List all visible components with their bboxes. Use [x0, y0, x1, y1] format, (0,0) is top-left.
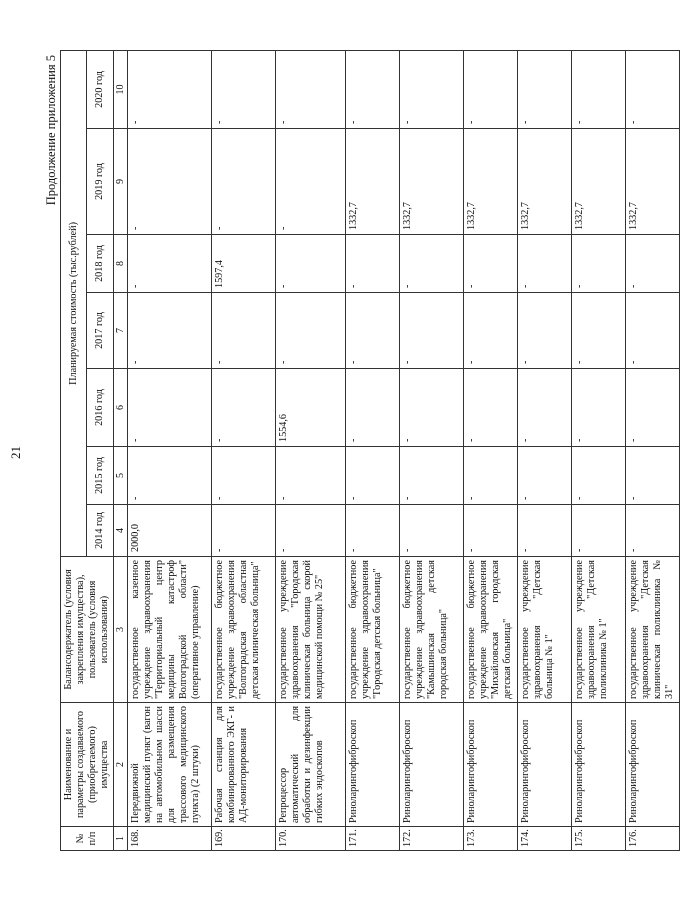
item-name: Риноларингофиброскоп [572, 703, 626, 827]
continuation-note: Продолжение приложения 5 [44, 55, 58, 206]
cost-2015: - [400, 447, 464, 505]
cost-2020: - [626, 50, 680, 128]
cost-2019: 1332,7 [464, 129, 518, 235]
row-number: 169. [212, 827, 276, 851]
cost-2019: 1332,7 [518, 129, 572, 235]
cost-2017: - [626, 293, 680, 369]
cost-2018: - [276, 235, 346, 293]
cost-2016: - [400, 369, 464, 447]
cost-2015: - [276, 447, 346, 505]
balance-holder: государственное казенное учреждение здравоохранения "Территориальный центр медицины катастроф Волгоградской области" (оперативное управление) [128, 557, 212, 703]
table-body [128, 50, 680, 850]
header-name: Наименование и параметры создаваемого (приобретаемого) имущества [61, 703, 114, 827]
table-row [212, 50, 276, 850]
cost-2017: - [572, 293, 626, 369]
page-number: 21 [8, 446, 23, 459]
cost-2018: - [518, 235, 572, 293]
column-index: 6 [113, 369, 128, 447]
cost-2019: 1332,7 [346, 129, 400, 235]
cost-2014: - [518, 505, 572, 557]
table-row [518, 50, 572, 850]
cost-2017: - [464, 293, 518, 369]
cost-2016: - [626, 369, 680, 447]
row-number: 170. [276, 827, 346, 851]
cost-2020: - [572, 50, 626, 128]
cost-2014: - [626, 505, 680, 557]
cost-2020: - [464, 50, 518, 128]
cost-2015: - [626, 447, 680, 505]
item-name: Риноларингофиброскоп [518, 703, 572, 827]
item-name: Рабочая станция для комбинированного ЭКГ- и АД-мониторирования [212, 703, 276, 827]
table-row [626, 50, 680, 850]
column-index: 10 [113, 50, 128, 128]
cost-2017: - [346, 293, 400, 369]
cost-2016: 1554,6 [276, 369, 346, 447]
row-number: 171. [346, 827, 400, 851]
row-number: 174. [518, 827, 572, 851]
cost-2017: - [212, 293, 276, 369]
column-index: 4 [113, 505, 128, 557]
item-name: Передвижной медицинский пункт (вагон на автомобильном шасси для размещения трассового медицинского пункта) (2 штуки) [128, 703, 212, 827]
cost-2017: - [276, 293, 346, 369]
column-index: 2 [113, 703, 128, 827]
cost-2020: - [518, 50, 572, 128]
header-year: 2017 год [87, 293, 113, 369]
cost-2015: - [518, 447, 572, 505]
cost-2015: - [346, 447, 400, 505]
cost-2014: - [346, 505, 400, 557]
cost-2018: - [346, 235, 400, 293]
cost-2014: - [276, 505, 346, 557]
cost-2019: - [128, 129, 212, 235]
column-index: 8 [113, 235, 128, 293]
row-number: 172. [400, 827, 464, 851]
cost-2020: - [212, 50, 276, 128]
row-number: 168. [128, 827, 212, 851]
item-name: Риноларингофиброскоп [346, 703, 400, 827]
header-cost: Планируемая стоимость (тыс.рублей) [61, 50, 87, 556]
header-row-1 [61, 50, 87, 850]
cost-2016: - [346, 369, 400, 447]
table-row [276, 50, 346, 850]
cost-2020: - [276, 50, 346, 128]
cost-2014: 2000,0 [128, 505, 212, 557]
cost-2014: - [464, 505, 518, 557]
item-name: Риноларингофиброскоп [400, 703, 464, 827]
cost-2017: - [128, 293, 212, 369]
header-year: 2018 год [87, 235, 113, 293]
cost-2016: - [518, 369, 572, 447]
header-index-row [113, 50, 128, 850]
item-name: Риноларингофиброскоп [626, 703, 680, 827]
cost-2016: - [212, 369, 276, 447]
column-index: 9 [113, 129, 128, 235]
cost-2015: - [464, 447, 518, 505]
cost-2018: - [572, 235, 626, 293]
cost-2020: - [128, 50, 212, 128]
cost-2018: 1597,4 [212, 235, 276, 293]
balance-holder: государственное бюджетное учреждение здравоохранения "Михайловская городская детская больница" [464, 557, 518, 703]
cost-2020: - [400, 50, 464, 128]
cost-2017: - [518, 293, 572, 369]
header-year: 2014 год [87, 505, 113, 557]
cost-2014: - [572, 505, 626, 557]
cost-2019: - [276, 129, 346, 235]
row-number: 175. [572, 827, 626, 851]
cost-2016: - [464, 369, 518, 447]
balance-holder: государственное бюджетное учреждение здравоохранения "Камышинская детская городская больница" [400, 557, 464, 703]
cost-2016: - [128, 369, 212, 447]
cost-2018: - [626, 235, 680, 293]
header-year: 2019 год [87, 129, 113, 235]
cost-2015: - [572, 447, 626, 505]
cost-2014: - [400, 505, 464, 557]
property-table [60, 50, 680, 851]
header-year: 2016 год [87, 369, 113, 447]
cost-2020: - [346, 50, 400, 128]
table-row [572, 50, 626, 850]
item-name: Репроцессор автоматический для обработки и дезинфекции гибких эндоскопов [276, 703, 346, 827]
item-name: Риноларингофиброскоп [464, 703, 518, 827]
table-row [464, 50, 518, 850]
column-index: 1 [113, 827, 128, 851]
cost-2019: 1332,7 [626, 129, 680, 235]
balance-holder: государственное бюджетное учреждение здравоохранения "Городская детская больница" [346, 557, 400, 703]
cost-2019: 1332,7 [400, 129, 464, 235]
header-num: № п/п [61, 827, 114, 851]
balance-holder: государственное учреждение здравоохранения "Городская клиническая больница скорой медицинской помощи № 25" [276, 557, 346, 703]
cost-2015: - [128, 447, 212, 505]
cost-2018: - [400, 235, 464, 293]
cost-2014: - [212, 505, 276, 557]
column-index: 3 [113, 557, 128, 703]
header-holder: Балансодержатель (условия закрепления имущества), пользователь (условия использования) [61, 557, 114, 703]
cost-2019: 1332,7 [572, 129, 626, 235]
balance-holder: государственное учреждение здравоохранения "Детская поликлиника № 1" [572, 557, 626, 703]
cost-2018: - [128, 235, 212, 293]
cost-2016: - [572, 369, 626, 447]
row-number: 176. [626, 827, 680, 851]
table-row [400, 50, 464, 850]
table-row [128, 50, 212, 850]
column-index: 5 [113, 447, 128, 505]
cost-2017: - [400, 293, 464, 369]
cost-2015: - [212, 447, 276, 505]
balance-holder: государственное бюджетное учреждение здравоохранения "Волгоградская областная детская клиническая больница" [212, 557, 276, 703]
header-year: 2020 год [87, 50, 113, 128]
balance-holder: государственное учреждение здравоохранения "Детская клиническая поликлиника № 31" [626, 557, 680, 703]
balance-holder: государственное учреждение здравоохранения "Детская больница № 1" [518, 557, 572, 703]
cost-2018: - [464, 235, 518, 293]
row-number: 173. [464, 827, 518, 851]
header-year: 2015 год [87, 447, 113, 505]
cost-2019: - [212, 129, 276, 235]
table-row [346, 50, 400, 850]
column-index: 7 [113, 293, 128, 369]
